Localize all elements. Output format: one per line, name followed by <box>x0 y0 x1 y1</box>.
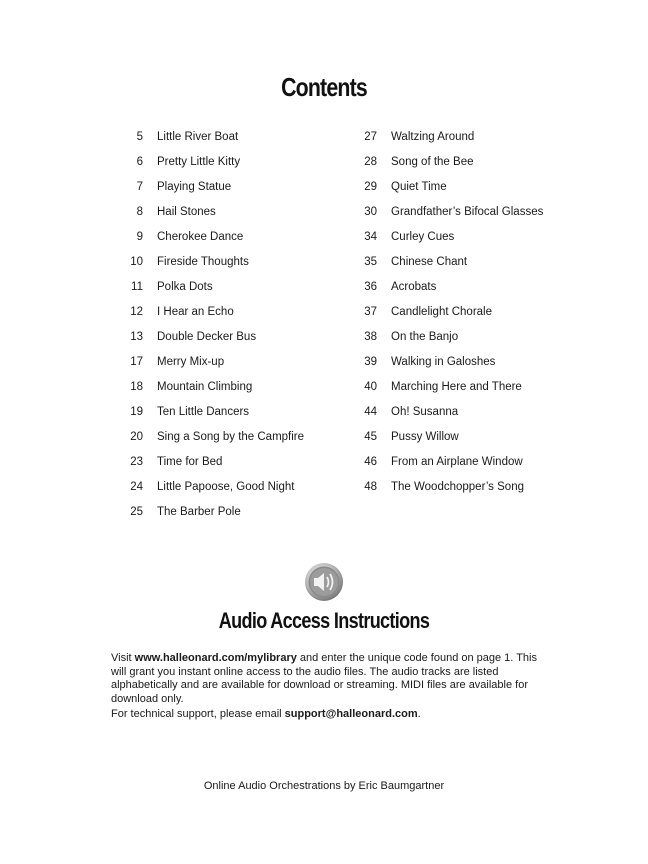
toc-song-title: Hail Stones <box>157 205 216 218</box>
audio-section-title: Audio Access Instructions <box>218 608 430 633</box>
toc-right-column <box>344 124 584 499</box>
toc-entry <box>344 424 584 449</box>
toc-entry <box>344 249 584 274</box>
toc-song-title: Quiet Time <box>391 180 447 193</box>
toc-entry <box>110 349 340 374</box>
support-text: For technical support, please email <box>111 708 285 720</box>
toc-song-title: Candlelight Chorale <box>391 305 493 318</box>
toc-song-title: Polka Dots <box>157 280 213 293</box>
support-paragraph <box>111 708 551 722</box>
toc-song-title: Waltzing Around <box>391 130 475 143</box>
toc-page-number: 30 <box>364 205 377 218</box>
toc-page-number: 8 <box>136 205 143 218</box>
toc-entry <box>110 374 340 399</box>
toc-entry <box>110 399 340 424</box>
toc-entry <box>110 149 340 174</box>
toc-page-number: 12 <box>130 305 143 318</box>
toc-entry <box>344 374 584 399</box>
toc-song-title: Fireside Thoughts <box>157 255 249 268</box>
toc-entry <box>344 349 584 374</box>
support-text-end: . <box>417 708 421 720</box>
toc-song-title: Mountain Climbing <box>157 380 253 393</box>
toc-song-title: Grandfather’s Bifocal Glasses <box>391 205 544 218</box>
toc-page-number: 37 <box>364 305 377 318</box>
toc-song-title: Playing Statue <box>157 180 232 193</box>
toc-page-number: 39 <box>364 355 377 368</box>
toc-page-number: 35 <box>364 255 377 268</box>
toc-page-number: 7 <box>136 180 143 193</box>
toc-entry <box>344 399 584 424</box>
toc-page-number: 28 <box>364 155 377 168</box>
toc-song-title: The Woodchopper’s Song <box>391 480 524 493</box>
toc-entry <box>110 174 340 199</box>
speaker-icon <box>304 562 344 602</box>
toc-entry <box>110 124 340 149</box>
library-url-link[interactable]: www.halleonard.com/mylibrary <box>134 652 297 664</box>
toc-song-title: Song of the Bee <box>391 155 474 168</box>
toc-entry <box>110 199 340 224</box>
toc-entry <box>110 224 340 249</box>
toc-page-number: 11 <box>131 280 143 293</box>
toc-page-number: 34 <box>364 230 377 243</box>
toc-entry <box>110 424 340 449</box>
toc-entry <box>344 274 584 299</box>
toc-entry <box>110 499 340 524</box>
toc-song-title: Double Decker Bus <box>157 330 257 343</box>
toc-song-title: Little River Boat <box>157 130 239 143</box>
toc-page-number: 10 <box>130 255 143 268</box>
toc-entry <box>110 249 340 274</box>
toc-page-number: 17 <box>130 355 143 368</box>
toc-song-title: Merry Mix-up <box>157 355 225 368</box>
toc-entry <box>344 474 584 499</box>
toc-page-number: 36 <box>364 280 377 293</box>
toc-page-number: 13 <box>130 330 143 343</box>
toc-page-number: 9 <box>136 230 143 243</box>
toc-song-title: Marching Here and There <box>391 380 522 393</box>
toc-page-number: 27 <box>364 130 377 143</box>
toc-entry <box>344 199 584 224</box>
toc-entry <box>110 474 340 499</box>
toc-page-number: 48 <box>364 480 377 493</box>
toc-song-title: Acrobats <box>391 280 437 293</box>
toc-song-title: On the Banjo <box>391 330 459 343</box>
audio-instructions-text-start: Visit <box>111 652 135 664</box>
toc-song-title: Pussy Willow <box>391 430 459 443</box>
toc-page-number: 45 <box>364 430 377 443</box>
toc-song-title: From an Airplane Window <box>391 455 523 468</box>
support-email-link[interactable]: support@halleonard.com <box>284 708 418 720</box>
toc-entry <box>344 299 584 324</box>
toc-entry <box>110 449 340 474</box>
toc-song-title: Chinese Chant <box>391 255 468 268</box>
toc-entry <box>344 324 584 349</box>
toc-page-number: 19 <box>130 405 143 418</box>
audio-instructions-paragraph <box>111 652 551 706</box>
toc-page-number: 6 <box>136 155 143 168</box>
toc-song-title: I Hear an Echo <box>157 305 234 318</box>
toc-entry <box>110 299 340 324</box>
toc-page-number: 23 <box>130 455 143 468</box>
toc-song-title: Time for Bed <box>157 455 223 468</box>
toc-song-title: Cherokee Dance <box>157 230 244 243</box>
toc-page-number: 20 <box>130 430 143 443</box>
toc-page-number: 24 <box>130 480 143 493</box>
toc-song-title: Ten Little Dancers <box>157 405 250 418</box>
toc-page-number: 40 <box>364 380 377 393</box>
toc-entry <box>110 324 340 349</box>
toc-entry <box>344 124 584 149</box>
toc-song-title: Pretty Little Kitty <box>157 155 241 168</box>
page-title: Contents <box>281 72 367 102</box>
audio-instructions-text-end: and enter the unique code found on page 1. This will grant you instant online access to the audio files. The audio tracks are listed alphabetically and are available for download or streaming. MIDI files are available for download only. <box>111 652 537 705</box>
toc-page-number: 46 <box>364 455 377 468</box>
toc-song-title: Curley Cues <box>391 230 455 243</box>
toc-entry <box>344 449 584 474</box>
toc-entry <box>344 149 584 174</box>
toc-page-number: 25 <box>130 505 143 518</box>
toc-page-number: 38 <box>364 330 377 343</box>
toc-song-title: Walking in Galoshes <box>391 355 496 368</box>
toc-song-title: Sing a Song by the Campfire <box>157 430 305 443</box>
footer-credit: Online Audio Orchestrations by Eric Baumgartner <box>203 780 445 792</box>
toc-page-number: 5 <box>136 130 143 143</box>
toc-song-title: Little Papoose, Good Night <box>157 480 295 493</box>
toc-page-number: 18 <box>130 380 143 393</box>
toc-left-column <box>110 124 340 524</box>
toc-entry <box>344 174 584 199</box>
toc-entry <box>110 274 340 299</box>
toc-page-number: 29 <box>364 180 377 193</box>
toc-entry <box>344 224 584 249</box>
toc-page-number: 44 <box>364 405 377 418</box>
toc-song-title: Oh! Susanna <box>391 405 459 418</box>
toc-song-title: The Barber Pole <box>157 505 241 518</box>
